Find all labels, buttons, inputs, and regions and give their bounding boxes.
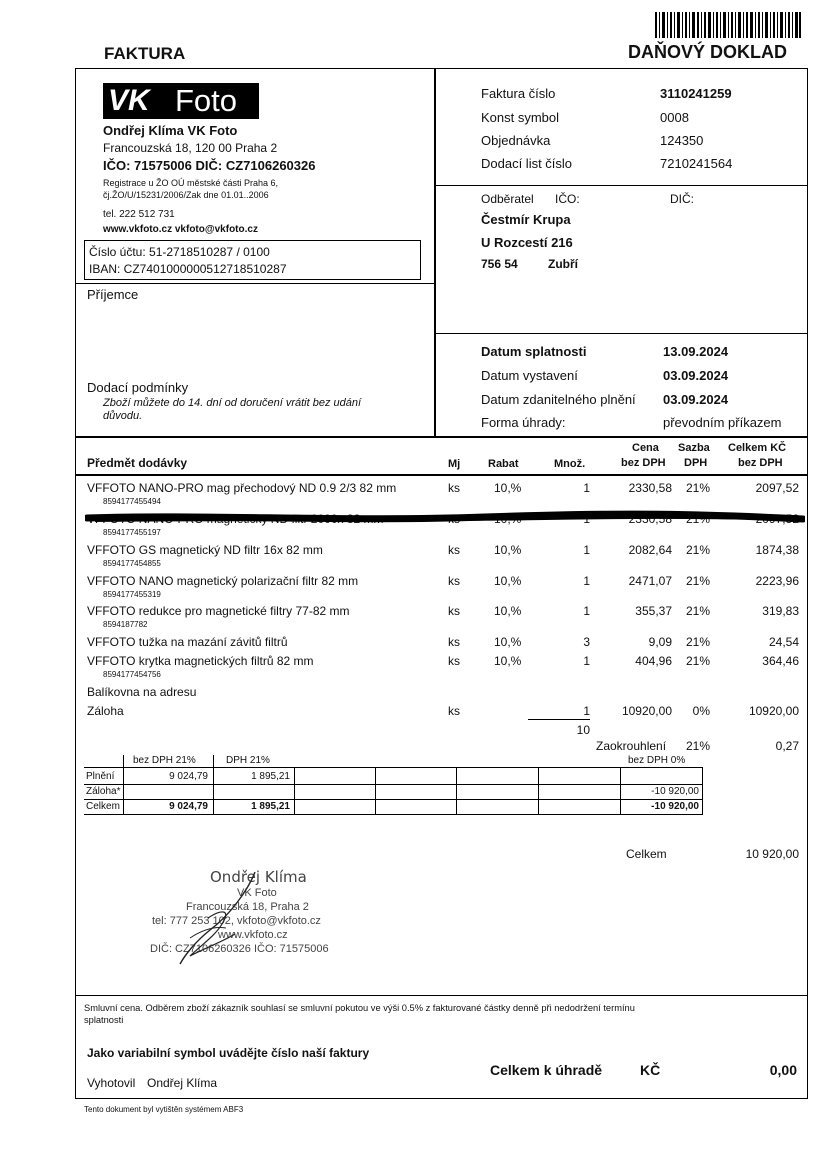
item-code: 8594187782 <box>103 620 148 629</box>
company-logo <box>103 83 259 119</box>
item-vat-rate: 21% <box>685 512 710 526</box>
item-code: 8594177454756 <box>103 670 161 679</box>
due-date-label: Datum splatnosti <box>481 344 587 359</box>
stamp-line: Ondřej Klíma <box>210 868 307 886</box>
vat-row-zero: -10 920,00 <box>651 801 699 812</box>
vat-header-zero: bez DPH 0% <box>628 755 686 766</box>
item-vat-rate: 21% <box>685 574 710 588</box>
seller-phone: tel. 222 512 731 <box>103 209 175 220</box>
seller-registration-2: čj.ŽO/U/15231/2006/Zak dne 01.01..2006 <box>103 190 269 200</box>
col-total-header-2: bez DPH <box>738 457 783 469</box>
deposit-total: 10920,00 <box>748 704 799 718</box>
item-total: 1874,38 <box>755 543 799 557</box>
stamp-line: www.vkfoto.cz <box>218 929 288 941</box>
item-discount: 10,% <box>494 512 522 526</box>
contract-terms-2: splatnosti <box>84 1015 124 1025</box>
delivery-note-number: 7210241564 <box>660 156 733 171</box>
item-code: 8594177455319 <box>103 590 161 599</box>
item-code: 8594177455494 <box>103 497 161 506</box>
item-total: 364,46 <box>762 654 799 668</box>
buyer-name: Čestmír Krupa <box>481 212 571 227</box>
rounding-value: 0,27 <box>775 739 799 753</box>
item-vat-rate: 21% <box>685 481 710 495</box>
tax-date-label: Datum zdanitelného plnění <box>481 392 636 407</box>
item-unit: ks <box>448 654 460 668</box>
barcode <box>655 12 801 38</box>
stamp-line: VK Foto <box>237 887 277 899</box>
deposit-mj: ks <box>448 704 460 718</box>
deposit-name: Záloha <box>87 704 124 718</box>
amount-due-value: 0,00 <box>769 1062 797 1078</box>
amount-due-label: Celkem k úhradě <box>490 1062 603 1078</box>
item-price: 2330,58 <box>628 512 672 526</box>
contract-terms-1: Smluvní cena. Odběrem zboží zákazník souhlasí se smluvní pokutou ve výši 0.5% z fakturované částky denně při nedodržení termínu <box>84 1003 635 1013</box>
item-vat-rate: 21% <box>685 543 710 557</box>
item-unit: ks <box>448 635 460 649</box>
issued-by-label: Vyhotovil <box>87 1076 136 1090</box>
system-note: Tento dokument byl vytištěn systémem ABF3 <box>84 1105 244 1114</box>
grand-total-label: Celkem <box>626 847 667 861</box>
item-discount: 10,% <box>494 543 522 557</box>
item-qty: 1 <box>583 574 590 588</box>
item-price: 9,09 <box>648 635 672 649</box>
invoice-number-label: Faktura číslo <box>481 86 556 101</box>
item-name: VFFOTO redukce pro magnetické filtry 77-82 mm <box>87 604 350 618</box>
item-vat-rate: 21% <box>685 604 710 618</box>
buyer-ico-label: IČO: <box>555 192 580 206</box>
item-vat-rate: 21% <box>685 635 710 649</box>
item-price: 2082,64 <box>628 543 672 557</box>
item-qty: 1 <box>583 543 590 557</box>
vat-header-vat: DPH 21% <box>226 755 270 766</box>
vat-row-label: Plnění <box>86 771 115 782</box>
item-name: VFFOTO GS magnetický ND filtr 16x 82 mm <box>87 543 323 557</box>
rounding-label: Zaokrouhlení <box>596 739 667 753</box>
item-qty: 1 <box>583 481 590 495</box>
delivery-terms-text-1: Zboží můžete do 14. dní od doručení vrátit bez udání <box>103 397 362 409</box>
item-code: 8594177454855 <box>103 559 161 568</box>
item-discount: 10,% <box>494 574 522 588</box>
item-name: VFFOTO NANO-PRO mag přechodový ND 0.9 2/3 82 mm <box>87 481 397 495</box>
seller-web: www.vkfoto.cz vkfoto@vkfoto.cz <box>103 224 258 235</box>
const-symbol: 0008 <box>660 110 689 125</box>
logo-foto: Foto <box>175 83 238 118</box>
vat-row-vat: 1 895,21 <box>251 771 290 782</box>
vat-row-zero: -10 920,00 <box>651 786 699 797</box>
vat-row-base: 9 024,79 <box>169 771 208 782</box>
item-total: 2097,52 <box>755 512 799 526</box>
item-price: 2471,07 <box>628 574 672 588</box>
item-discount: 10,% <box>494 604 522 618</box>
invoice-number: 3110241259 <box>660 86 732 101</box>
recipient-label: Příjemce <box>87 287 139 302</box>
delivery-note-label: Dodací list číslo <box>481 156 573 171</box>
payment-form: převodním příkazem <box>663 415 782 430</box>
logo-vk: VK <box>108 84 150 117</box>
due-date: 13.09.2024 <box>663 344 729 359</box>
shipping-line: Balíkovna na adresu <box>87 685 197 699</box>
signature <box>160 860 280 970</box>
vat-header-base: bez DPH 21% <box>133 755 196 766</box>
issue-date: 03.09.2024 <box>663 368 729 383</box>
seller-ids: IČO: 71575006 DIČ: CZ7106260326 <box>103 158 316 173</box>
tax-document-title: DAŇOVÝ DOKLAD <box>628 42 788 62</box>
item-unit: ks <box>448 481 460 495</box>
order-label: Objednávka <box>481 133 551 148</box>
redaction-scribble <box>85 510 805 526</box>
document-title: FAKTURA <box>104 44 186 63</box>
stamp-line: Francouzská 18, Praha 2 <box>186 901 309 913</box>
payment-form-label: Forma úhrady: <box>481 415 566 430</box>
tax-date: 03.09.2024 <box>663 392 729 407</box>
stamp-line: DIČ: CZ7106260326 IČO: 71575006 <box>150 943 329 955</box>
iban: IBAN: CZ7401000000512718510287 <box>89 262 287 276</box>
item-discount: 10,% <box>494 481 522 495</box>
delivery-terms-text-2: důvodu. <box>103 410 143 422</box>
seller-name: Ondřej Klíma VK Foto <box>103 123 238 138</box>
variable-symbol-note: Jako variabilní symbol uvádějte číslo naší faktury <box>87 1046 370 1060</box>
buyer-zip: 756 54 <box>481 257 518 271</box>
buyer-city: Zubří <box>548 257 578 271</box>
issued-by-name: Ondřej Klíma <box>147 1076 218 1090</box>
buyer-dic-label: DIČ: <box>670 192 694 206</box>
col-total-header-1: Celkem KČ <box>728 442 787 454</box>
seller-address: Francouzská 18, 120 00 Praha 2 <box>103 141 278 155</box>
item-total: 2097,52 <box>755 481 799 495</box>
deposit-price: 10920,00 <box>621 704 672 718</box>
col-mj-header: Mj <box>448 458 461 470</box>
item-name: VFFOTO tužka na mazání závitů filtrů <box>87 635 288 649</box>
stamp-line: tel: 777 253 102, vkfoto@vkfoto.cz <box>152 915 321 927</box>
delivery-terms-label: Dodací podmínky <box>87 380 189 395</box>
buyer-street: U Rozcestí 216 <box>481 235 573 250</box>
currency-label: KČ <box>640 1062 661 1078</box>
item-vat-rate: 21% <box>685 654 710 668</box>
col-qty-header: Množ. <box>554 458 586 470</box>
item-unit: ks <box>448 543 460 557</box>
item-unit: ks <box>448 604 460 618</box>
qty-sum: 10 <box>576 723 590 737</box>
vat-row-label: Celkem <box>86 801 120 812</box>
bank-account: Číslo účtu: 51-2718510287 / 0100 <box>89 245 270 259</box>
col-rate-header-2: DPH <box>684 457 708 469</box>
item-total: 2223,96 <box>755 574 799 588</box>
vat-row-label: Záloha* <box>86 786 121 797</box>
item-total: 319,83 <box>762 604 799 618</box>
item-name: VFFOTO krytka magnetických filtrů 82 mm <box>87 654 314 668</box>
item-price: 355,37 <box>635 604 672 618</box>
item-unit: ks <box>448 574 460 588</box>
seller-registration-1: Registrace u ŽO OÚ městské části Praha 6, <box>103 178 279 188</box>
vat-row-vat: 1 895,21 <box>251 801 290 812</box>
col-rabat-header: Rabat <box>488 458 519 470</box>
order-number: 124350 <box>660 133 704 148</box>
item-unit: ks <box>448 512 460 526</box>
item-qty: 3 <box>583 635 590 649</box>
item-total: 24,54 <box>768 635 799 649</box>
item-name: VFFOTO NANO magnetický polarizační filtr 82 mm <box>87 574 359 588</box>
col-rate-header-1: Sazba <box>678 442 710 454</box>
col-item-header: Předmět dodávky <box>87 456 188 470</box>
buyer-label: Odběratel <box>481 192 534 206</box>
col-price-header-1: Cena <box>632 442 659 454</box>
col-price-header-2: bez DPH <box>621 457 666 469</box>
item-qty: 1 <box>583 654 590 668</box>
item-code: 8594177455197 <box>103 528 161 537</box>
item-discount: 10,% <box>494 635 522 649</box>
const-symbol-label: Konst symbol <box>481 110 560 125</box>
item-discount: 10,% <box>494 654 522 668</box>
deposit-rate: 0% <box>692 704 710 718</box>
vat-row-base: 9 024,79 <box>169 801 208 812</box>
deposit-qty: 1 <box>583 704 590 718</box>
item-qty: 1 <box>583 512 590 526</box>
issue-date-label: Datum vystavení <box>481 368 578 383</box>
item-price: 2330,58 <box>628 481 672 495</box>
rounding-rate: 21% <box>685 739 710 753</box>
grand-total-value: 10 920,00 <box>745 847 799 861</box>
item-qty: 1 <box>583 604 590 618</box>
item-price: 404,96 <box>635 654 672 668</box>
item-name: VFFOTO NANO-PRO magnetický ND filtr 2000x 82 mm <box>87 512 384 526</box>
